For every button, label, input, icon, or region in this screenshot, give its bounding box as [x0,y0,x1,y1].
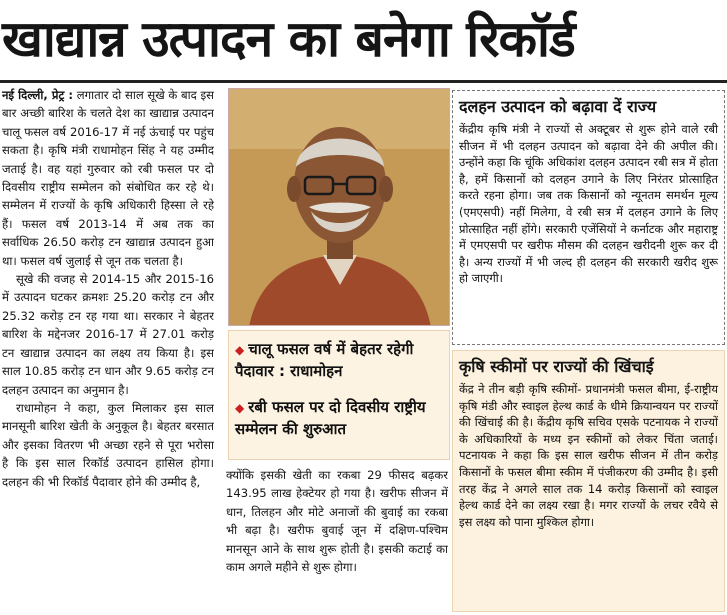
box-title-schemes: कृषि स्कीमों पर राज्यों की खिंचाई [459,357,654,376]
pull-quote-1-text: चालू फसल वर्ष में बेहतर रहेगी पैदावार : राधामोहन [235,340,414,380]
pull-quote-2 [235,397,449,440]
sidebar-box-pulses [452,90,725,345]
headline: खाद्यान्न उत्पादन का बनेगा रिकॉर्ड [2,10,575,68]
middle-column [226,466,448,614]
diamond-bullet-icon: ◆ [235,343,245,357]
diamond-bullet-icon: ◆ [235,401,245,415]
paragraph-3: राधामोहन ने कहा, कुल मिलाकर इस साल मानसूनी बारिश खेती के अनुकूल है। बेहतर बरसात और इसका वितरण भी अच्छा रहने से पूरा भरोसा है कि इस साल रिकॉर्ड उत्पादन हासिल होगा। दलहन की भी रिकॉर्ड पैदावार होने की उम्मीद है, [2,400,214,489]
sidebar-box-schemes [452,350,725,612]
middle-paragraph: क्योंकि इसकी खेती का रकबा 29 फीसद बढ़कर 143.95 लाख हेक्टेयर हो गया है। खरीफ सीजन में धान, तिलहन और मोटे अनाजों की बुवाई का रकबा भी बढ़ा है। खरीफ बुवाई जून में दक्षिण-पश्चिम मानसून आने के साथ शुरू होती है। इसकी कटाई का काम अगले महीने से शुरू होगा। [226,468,448,575]
headline-rule [0,80,727,83]
box-text-pulses: केंद्रीय कृषि मंत्री ने राज्यों से अक्टूबर से शुरू होने वाले रबी सीजन में भी दलहन उत्पादन को बढ़ावा देने की अपील की। उन्होंने कहा कि चूंकि अधिकांश दलहन उत्पादन रबी सत्र में होता है, हमें किसानों को दलहन उगाने के लिए निरंतर प्रोत्साहित करते रहना होगा। जब तक किसानों को न्यूनतम समर्थन मूल्य (एमएसपी) नहीं मिलेगा, वे रबी सत्र में दलहन उगाने के लिए प्रोत्साहित नहीं होंगे। सरकारी एजेंसियों ने कर्नाटक और महाराष्ट्र में एमएसपी पर खरीफ मौसम की दलहन खरीदनी शुरू कर दी है। अन्य राज्यों में भी जल्द ही दलहन की सरकारी खरीद शुरू हो जाएगी। [459,122,718,286]
paragraph-2: सूखे की वजह से 2014-15 और 2015-16 में उत्पादन घटकर क्रमशः 25.20 करोड़ टन और 25.32 करोड़ टन रह गया था। सरकार ने बेहतर बारिश के मद्देनजर 2016-17 में 27.01 करोड़ टन खाद्यान्न उत्पादन का लक्ष्य तय किया है। इस साल 10.85 करोड़ टन धान और 9.65 करोड़ टन दलहन उत्पादन का अनुमान है। [2,272,214,397]
portrait-illustration [229,89,450,326]
minister-photo [228,88,450,326]
pull-quote-box [228,330,450,460]
paragraph-1 [2,86,214,270]
left-column [2,86,214,612]
pull-quote-1 [235,339,449,382]
box-text-schemes: केंद्र ने तीन बड़ी कृषि स्कीमों- प्रधानमंत्री फसल बीमा, ई-राष्ट्रीय कृषि मंडी और स्वाइल हेल्थ कार्ड के धीमे क्रियान्वयन पर राज्यों की खिंचाई की है। केंद्रीय कृषि सचिव एसके पटनायक ने राज्यों के अधिकारियों के मध्य इन स्कीमों को लेकर चिंता जताई। पटनायक ने कहा कि इस साल खरीफ सीजन में तीन करोड़ किसानों के फसल बीमा स्कीम में पंजीकरण की उम्मीद है। इसी तरह केंद्र ने अगले साल तक 14 करोड़ किसानों को स्वाइल हेल्थ कार्ड देने का लक्ष्य रखा है। मगर राज्यों के लचर रवैये से इस लक्ष्य को पाना मुश्किल होगा। [459,382,718,529]
pull-quote-2-text: रबी फसल पर दो दिवसीय राष्ट्रीय सम्मेलन की शुरुआत [235,398,426,438]
paragraph-1-text: लगातार दो साल सूखे के बाद इस बार अच्छी बारिश के चलते देश का खाद्यान्न उत्पादन चालू फसल वर्ष 2016-17 में नई ऊंचाई पर पहुंच सकता है। कृषि मंत्री राधामोहन सिंह ने यह उम्मीद जताई है। वह यहां गुरुवार को रबी फसल पर दो दिवसीय राष्ट्रीय सम्मेलन को संबोधित कर रहे थे। सम्मेलन में राज्यों के कृषि अधिकारी हिस्सा ले रहे हैं। फसल वर्ष 2013-14 में अब तक का सर्वाधिक 26.50 करोड़ टन खाद्यान्न उत्पादन हुआ था। फसल वर्ष जुलाई से जून तक चलता है। [2,88,214,268]
dateline: नई दिल्ली, प्रेट्र : [2,88,73,102]
box-title-pulses: दलहन उत्पादन को बढ़ावा दें राज्य [459,97,657,116]
